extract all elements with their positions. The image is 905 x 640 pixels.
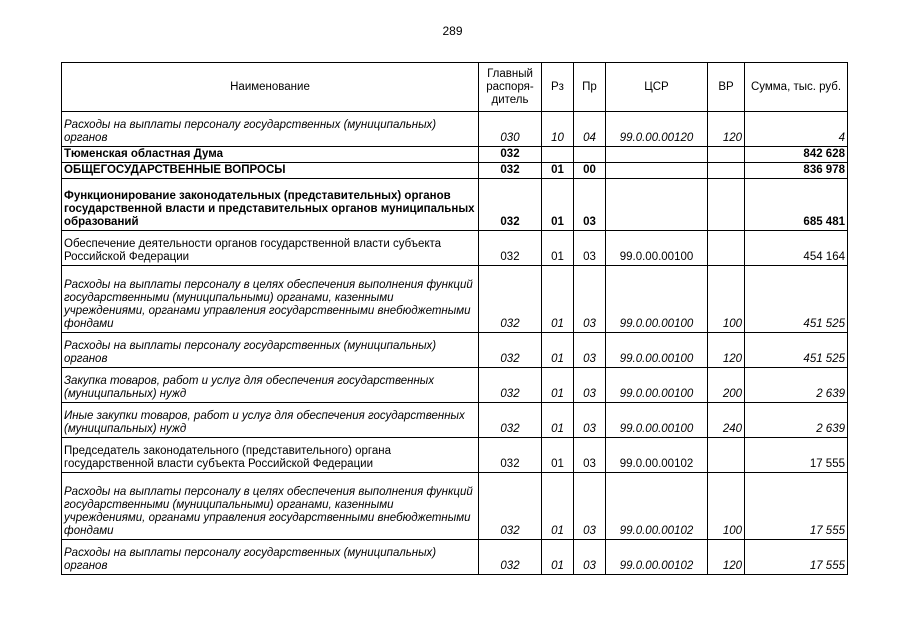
row-name: Расходы на выплаты персоналу в целях обеспечения выполнения функций государственными (муниципальными) органами, казенными учреждениями, органами управления государственными внебюджетными фондами <box>62 266 479 333</box>
row-pr: 03 <box>574 333 606 368</box>
row-rz <box>542 147 574 163</box>
row-rz: 01 <box>542 179 574 231</box>
row-csr: 99.0.00.00102 <box>606 438 708 473</box>
row-name: Тюменская областная Дума <box>62 147 479 163</box>
row-rz: 01 <box>542 540 574 575</box>
row-csr: 99.0.00.00102 <box>606 473 708 540</box>
row-csr: 99.0.00.00102 <box>606 540 708 575</box>
row-vr <box>708 438 745 473</box>
row-vr: 120 <box>708 112 745 147</box>
row-vr: 120 <box>708 333 745 368</box>
row-pr: 03 <box>574 266 606 333</box>
row-sum: 17 555 <box>745 473 848 540</box>
row-sum: 454 164 <box>745 231 848 266</box>
header-csr: ЦСР <box>606 63 708 112</box>
row-csr <box>606 179 708 231</box>
row-vr: 100 <box>708 473 745 540</box>
row-csr: 99.0.00.00100 <box>606 403 708 438</box>
header-sum: Сумма, тыс. руб. <box>745 63 848 112</box>
row-name: Расходы на выплаты персоналу государственных (муниципальных) органов <box>62 540 479 575</box>
row-rz: 01 <box>542 438 574 473</box>
table-row <box>62 179 848 231</box>
row-vr <box>708 231 745 266</box>
budget-table <box>61 62 848 575</box>
row-pr: 03 <box>574 179 606 231</box>
row-rz: 01 <box>542 266 574 333</box>
header-gr: Главный распоря-дитель <box>479 63 542 112</box>
row-gr: 032 <box>479 147 542 163</box>
row-csr <box>606 163 708 179</box>
row-sum: 842 628 <box>745 147 848 163</box>
row-vr <box>708 147 745 163</box>
row-rz: 01 <box>542 333 574 368</box>
row-sum: 4 <box>745 112 848 147</box>
row-name: Расходы на выплаты персоналу государственных (муниципальных) органов <box>62 333 479 368</box>
table-row <box>62 403 848 438</box>
header-vr: ВР <box>708 63 745 112</box>
row-sum: 2 639 <box>745 403 848 438</box>
row-name: ОБЩЕГОСУДАРСТВЕННЫЕ ВОПРОСЫ <box>62 163 479 179</box>
header-rz: Рз <box>542 63 574 112</box>
row-csr <box>606 147 708 163</box>
row-sum: 451 525 <box>745 333 848 368</box>
table-row <box>62 438 848 473</box>
row-rz: 01 <box>542 368 574 403</box>
row-csr: 99.0.00.00100 <box>606 266 708 333</box>
row-sum: 451 525 <box>745 266 848 333</box>
table-row <box>62 231 848 266</box>
row-pr: 03 <box>574 438 606 473</box>
row-vr <box>708 163 745 179</box>
row-gr: 032 <box>479 163 542 179</box>
row-pr: 03 <box>574 540 606 575</box>
table-row <box>62 473 848 540</box>
row-pr: 03 <box>574 473 606 540</box>
table-row <box>62 163 848 179</box>
row-pr: 04 <box>574 112 606 147</box>
table-row <box>62 147 848 163</box>
row-name: Расходы на выплаты персоналу государственных (муниципальных) органов <box>62 112 479 147</box>
table-row <box>62 112 848 147</box>
table-row <box>62 333 848 368</box>
row-gr: 032 <box>479 179 542 231</box>
row-gr: 032 <box>479 473 542 540</box>
row-gr: 032 <box>479 231 542 266</box>
row-name: Председатель законодательного (представительного) органа государственной власти субъекта Российской Федерации <box>62 438 479 473</box>
row-gr: 032 <box>479 540 542 575</box>
row-gr: 032 <box>479 438 542 473</box>
page-number: 289 <box>442 24 463 38</box>
row-sum: 17 555 <box>745 438 848 473</box>
row-sum: 17 555 <box>745 540 848 575</box>
row-pr: 03 <box>574 403 606 438</box>
row-name: Функционирование законодательных (представительных) органов государственной власти и представительных органов муниципальных образований <box>62 179 479 231</box>
row-csr: 99.0.00.00100 <box>606 333 708 368</box>
row-rz: 01 <box>542 231 574 266</box>
row-gr: 032 <box>479 266 542 333</box>
row-vr <box>708 179 745 231</box>
row-name: Расходы на выплаты персоналу в целях обеспечения выполнения функций государственными (муниципальными) органами, казенными учреждениями, органами управления государственными внебюджетными фондами <box>62 473 479 540</box>
row-pr: 00 <box>574 163 606 179</box>
row-name: Иные закупки товаров, работ и услуг для обеспечения государственных (муниципальных) нужд <box>62 403 479 438</box>
row-csr: 99.0.00.00100 <box>606 368 708 403</box>
header-name: Наименование <box>62 63 479 112</box>
row-gr: 032 <box>479 368 542 403</box>
row-gr: 032 <box>479 403 542 438</box>
table-row <box>62 368 848 403</box>
row-rz: 01 <box>542 473 574 540</box>
row-gr: 030 <box>479 112 542 147</box>
row-sum: 685 481 <box>745 179 848 231</box>
row-vr: 200 <box>708 368 745 403</box>
row-csr: 99.0.00.00100 <box>606 231 708 266</box>
table-row <box>62 540 848 575</box>
row-sum: 2 639 <box>745 368 848 403</box>
row-gr: 032 <box>479 333 542 368</box>
header-pr: Пр <box>574 63 606 112</box>
row-csr: 99.0.00.00120 <box>606 112 708 147</box>
row-vr: 100 <box>708 266 745 333</box>
row-rz: 01 <box>542 403 574 438</box>
row-pr: 03 <box>574 368 606 403</box>
row-sum: 836 978 <box>745 163 848 179</box>
table-row <box>62 266 848 333</box>
row-rz: 01 <box>542 163 574 179</box>
row-vr: 240 <box>708 403 745 438</box>
table-header-row <box>62 63 848 112</box>
row-vr: 120 <box>708 540 745 575</box>
row-pr <box>574 147 606 163</box>
row-pr: 03 <box>574 231 606 266</box>
row-name: Обеспечение деятельности органов государственной власти субъекта Российской Федерации <box>62 231 479 266</box>
row-rz: 10 <box>542 112 574 147</box>
row-name: Закупка товаров, работ и услуг для обеспечения государственных (муниципальных) нужд <box>62 368 479 403</box>
